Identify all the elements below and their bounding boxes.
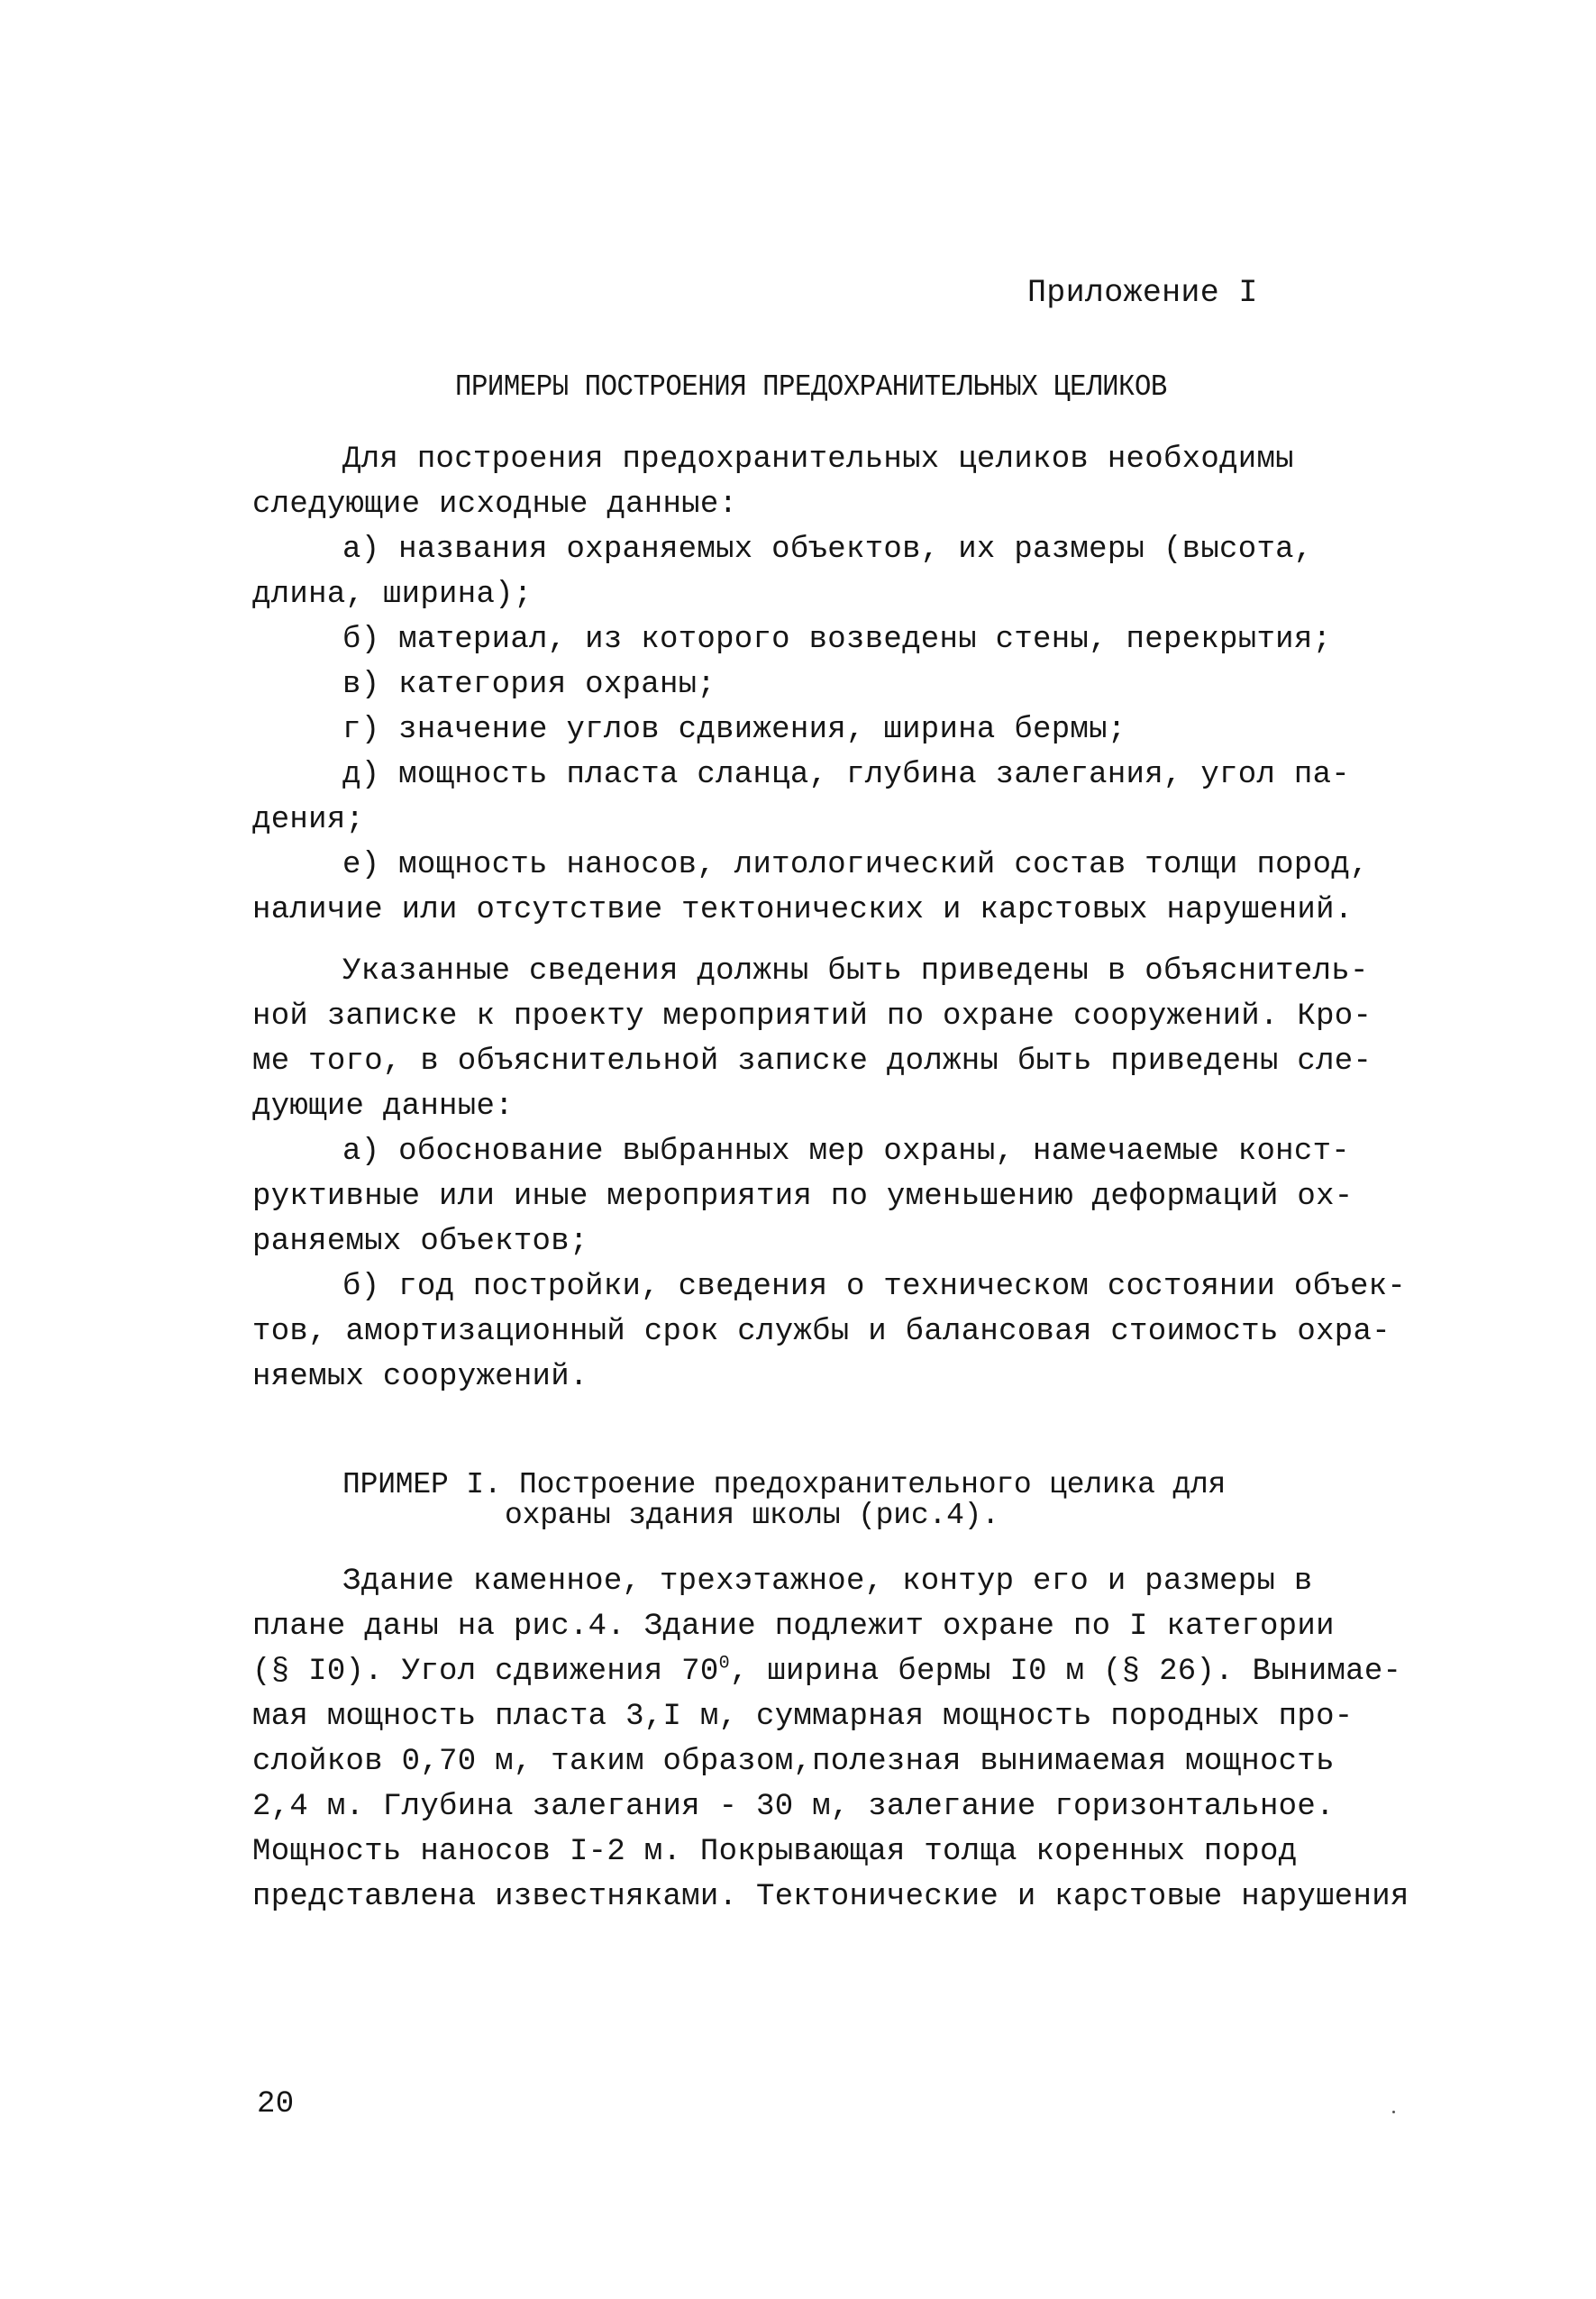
body-line: плане даны на рис.4. Здание подлежит охране по I категории [252, 1610, 1335, 1644]
body-line: 2,4 м. Глубина залегания - 30 м, залегание горизонтальное. [252, 1790, 1335, 1824]
body-line: длина, ширина); [252, 578, 533, 612]
list-item: а) названия охраняемых объектов, их размеры (высота, [342, 533, 1313, 567]
body-line: Здание каменное, трехэтажное, контур его и размеры в [342, 1565, 1313, 1599]
body-line: (§ I0). Угол сдвижения $70^0$, ширина бермы I0 м (§ 26). Вынимае- [252, 1653, 1402, 1689]
body-line: следующие исходные данные: [252, 488, 738, 522]
body-line: дения; [252, 803, 365, 837]
body-line: раняемых объектов; [252, 1225, 588, 1259]
body-line: ме того, в объяснительной записке должны быть приведены сле- [252, 1045, 1373, 1079]
example-title: ПРИМЕР I. Построение предохранительного целика для [342, 1468, 1227, 1501]
body-line: наличие или отсутствие тектонических и карстовых нарушений. [252, 893, 1354, 927]
list-item: е) мощность наносов, литологический состав толщи пород, [342, 848, 1369, 882]
list-item: г) значение углов сдвижения, ширина бермы; [342, 713, 1126, 747]
body-line: представлена известняками. Тектонические и карстовые нарушения [252, 1880, 1409, 1914]
list-item: а) обоснование выбранных мер охраны, намечаемые конст- [342, 1135, 1350, 1169]
page-title: ПРИМЕРЫ ПОСТРОЕНИЯ ПРЕДОХРАНИТЕЛЬНЫХ ЦЕЛИКОВ [455, 370, 1167, 404]
appendix-label: Приложение I [1027, 275, 1258, 311]
list-item: д) мощность пласта сланца, глубина залегания, угол па- [342, 758, 1350, 792]
body-line: дующие данные: [252, 1090, 514, 1124]
list-item: в) категория охраны; [342, 668, 716, 702]
list-item: б) материал, из которого возведены стены, перекрытия; [342, 623, 1332, 657]
body-line: Указанные сведения должны быть приведены в объяснитель- [342, 954, 1369, 989]
page-number: 20 [257, 2087, 295, 2121]
body-line: Для построения предохранительных целиков необходимы [342, 442, 1294, 477]
example-title: охраны здания школы (рис.4). [505, 1499, 999, 1532]
body-line: няемых сооружений. [252, 1360, 588, 1394]
body-line: ной записке к проекту мероприятий по охране сооружений. Кро- [252, 999, 1373, 1034]
body-line: слойков 0,70 м, таким образом,полезная вынимаемая мощность [252, 1745, 1335, 1779]
body-line: Мощность наносов I-2 м. Покрывающая толща коренных пород [252, 1835, 1298, 1869]
body-line: тов, амортизационный срок службы и балансовая стоимость охра- [252, 1315, 1391, 1349]
list-item: б) год постройки, сведения о техническом состоянии объек- [342, 1270, 1407, 1304]
scan-speck [1392, 2111, 1395, 2113]
body-line: мая мощность пласта 3,I м, суммарная мощность породных про- [252, 1700, 1354, 1734]
body-line: руктивные или иные мероприятия по уменьшению деформаций ох- [252, 1180, 1354, 1214]
